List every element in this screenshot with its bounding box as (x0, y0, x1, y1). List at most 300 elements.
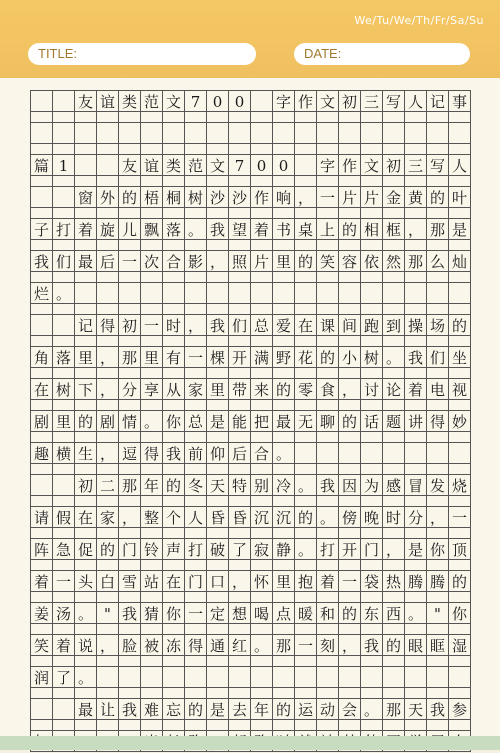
grid-cell: 冷 (273, 474, 295, 496)
grid-gap-cell (141, 592, 163, 602)
grid-gap-cell (295, 496, 317, 506)
grid-cell: 东 (361, 602, 383, 624)
grid-cell: 。 (295, 538, 317, 560)
grid-gap-cell (31, 400, 53, 410)
grid-gap-cell (141, 464, 163, 474)
grid-row (30, 346, 471, 368)
grid-cell: 。 (251, 634, 273, 656)
grid-cell: 我 (119, 602, 141, 624)
grid-gap-cell (361, 400, 383, 410)
grid-cell: 书 (273, 218, 295, 240)
grid-cell: 场 (427, 314, 449, 336)
grid-gap-cell (141, 720, 163, 730)
grid-gap-cell (449, 240, 471, 250)
grid-cell: 影 (185, 250, 207, 272)
grid-gap-cell (405, 368, 427, 378)
grid-gap-cell (185, 336, 207, 346)
grid-gap-cell (295, 112, 317, 122)
grid-cell: 着 (75, 218, 97, 240)
grid-gap-cell (405, 176, 427, 186)
grid-gap-cell (53, 112, 75, 122)
grid-gap-cell (317, 464, 339, 474)
grid-cell: 的 (339, 410, 361, 432)
grid-cell: 么 (427, 250, 449, 272)
title-field[interactable] (28, 43, 256, 65)
grid-gap-cell (229, 496, 251, 506)
grid-cell: 谊 (141, 154, 163, 176)
grid-cell (383, 666, 405, 688)
grid-cell: 天 (405, 698, 427, 720)
grid-gap-cell (273, 496, 295, 506)
grid-gap-cell (229, 144, 251, 154)
grid-gap-cell (383, 592, 405, 602)
grid-gap-cell (97, 592, 119, 602)
grid-gap-cell (75, 688, 97, 698)
grid-gap-cell (97, 496, 119, 506)
grid-gap-cell (75, 560, 97, 570)
grid-cell: 抱 (295, 570, 317, 592)
grid-gap-cell (405, 144, 427, 154)
grid-cell (97, 122, 119, 144)
grid-cell: 眶 (427, 634, 449, 656)
grid-gap-cell (427, 592, 449, 602)
grid-gap-cell (119, 208, 141, 218)
grid-cell (405, 442, 427, 464)
grid-cell (53, 314, 75, 336)
grid-gap-cell (251, 688, 273, 698)
grid-cell: 仰 (207, 442, 229, 464)
grid-gap-cell (339, 592, 361, 602)
grid-cell: 。 (405, 602, 427, 624)
grid-cell: 聊 (317, 410, 339, 432)
grid-cell: 刻 (317, 634, 339, 656)
grid-gap-cell (141, 656, 163, 666)
grid-gap-cell (251, 208, 273, 218)
grid-cell: 的 (295, 506, 317, 528)
grid-row (30, 282, 471, 304)
grid-gap-cell (163, 560, 185, 570)
grid-cell: ， (119, 506, 141, 528)
grid-cell: 的 (273, 378, 295, 400)
grid-cell: 开 (229, 346, 251, 368)
grid-cell: 一 (295, 634, 317, 656)
grid-gap-cell (207, 176, 229, 186)
grid-gap-cell (449, 592, 471, 602)
grid-cell (295, 122, 317, 144)
grid-cell: 天 (207, 474, 229, 496)
grid-cell: 暖 (295, 602, 317, 624)
grid-cell: 后 (97, 250, 119, 272)
grid-cell: 让 (97, 698, 119, 720)
grid-cell: 逗 (119, 442, 141, 464)
grid-cell (273, 122, 295, 144)
grid-cell: 年 (251, 698, 273, 720)
grid-cell: 假 (53, 506, 75, 528)
grid-gap (30, 528, 471, 538)
grid-row (30, 570, 471, 592)
grid-gap-cell (207, 464, 229, 474)
grid-gap-cell (251, 400, 273, 410)
grid-gap-cell (317, 592, 339, 602)
grid-row (30, 506, 471, 528)
grid-cell: 昏 (207, 506, 229, 528)
grid-gap-cell (119, 144, 141, 154)
grid-gap-cell (163, 208, 185, 218)
grid-cell: 整 (141, 506, 163, 528)
grid-cell: 破 (207, 538, 229, 560)
grid-gap-cell (317, 336, 339, 346)
grid-cell: 最 (75, 250, 97, 272)
grid-cell (361, 122, 383, 144)
grid-cell: 享 (141, 378, 163, 400)
grid-gap-cell (141, 272, 163, 282)
grid-gap-cell (295, 560, 317, 570)
grid-gap-cell (449, 528, 471, 538)
grid-gap (30, 176, 471, 186)
grid-gap-cell (119, 368, 141, 378)
grid-cell: 湿 (449, 634, 471, 656)
grid-gap-cell (163, 144, 185, 154)
grid-cell: 框 (383, 218, 405, 240)
grid-cell: 题 (383, 410, 405, 432)
grid-gap-cell (97, 528, 119, 538)
grid-cell (383, 442, 405, 464)
grid-cell (229, 282, 251, 304)
grid-cell: 晚 (361, 506, 383, 528)
grid-cell: ， (229, 570, 251, 592)
grid-cell: 有 (163, 346, 185, 368)
grid-gap-cell (449, 368, 471, 378)
grid-cell: 0 (251, 154, 273, 176)
grid-gap-cell (141, 208, 163, 218)
grid-gap-cell (75, 112, 97, 122)
grid-gap-cell (273, 336, 295, 346)
grid-cell: 的 (449, 314, 471, 336)
grid-gap-cell (339, 496, 361, 506)
grid-cell: 0 (273, 154, 295, 176)
grid-cell: 类 (163, 154, 185, 176)
grid-cell (31, 90, 53, 112)
grid-cell: 站 (141, 570, 163, 592)
grid-row (30, 154, 471, 176)
grid-gap-cell (273, 624, 295, 634)
grid-cell: 合 (163, 250, 185, 272)
grid-cell: 里 (273, 570, 295, 592)
grid-cell: 初 (75, 474, 97, 496)
grid-cell: 在 (31, 378, 53, 400)
grid-gap-cell (75, 496, 97, 506)
grid-cell: 论 (383, 378, 405, 400)
grid-cell: 然 (383, 250, 405, 272)
grid-gap-cell (383, 400, 405, 410)
grid-gap-cell (295, 176, 317, 186)
grid-cell: 视 (449, 378, 471, 400)
grid-gap-cell (405, 240, 427, 250)
grid-gap-cell (317, 432, 339, 442)
grid-cell: 把 (251, 410, 273, 432)
grid-gap-cell (427, 720, 449, 730)
grid-cell: 类 (119, 90, 141, 112)
grid-cell (53, 186, 75, 208)
grid-gap-cell (185, 240, 207, 250)
grid-cell: 爱 (273, 314, 295, 336)
grid-gap-cell (141, 432, 163, 442)
grid-cell: 头 (75, 570, 97, 592)
grid-gap-cell (273, 560, 295, 570)
grid-gap-cell (273, 464, 295, 474)
grid-row (30, 442, 471, 464)
grid-cell: 文 (207, 154, 229, 176)
grid-cell: 是 (449, 218, 471, 240)
grid-cell (163, 282, 185, 304)
grid-cell: 总 (185, 410, 207, 432)
grid-gap-cell (361, 560, 383, 570)
grid-cell (361, 282, 383, 304)
grid-cell (185, 122, 207, 144)
grid-cell (427, 122, 449, 144)
grid-cell: 静 (273, 538, 295, 560)
grid-cell: ， (97, 378, 119, 400)
grid-cell: 。 (317, 506, 339, 528)
grid-cell (207, 122, 229, 144)
date-field[interactable] (294, 43, 470, 65)
grid-cell: 。 (53, 282, 75, 304)
grid-cell: 旋 (97, 218, 119, 240)
grid-cell (273, 666, 295, 688)
grid-gap (30, 112, 471, 122)
grid-gap-cell (141, 688, 163, 698)
grid-gap-cell (207, 432, 229, 442)
grid-gap-cell (53, 528, 75, 538)
grid-gap-cell (97, 560, 119, 570)
grid-cell: 金 (383, 186, 405, 208)
grid-cell: 忘 (163, 698, 185, 720)
grid-cell (295, 666, 317, 688)
grid-gap-cell (75, 368, 97, 378)
grid-cell: 上 (317, 218, 339, 240)
grid-cell: 那 (383, 698, 405, 720)
grid-gap-cell (229, 272, 251, 282)
grid-gap-cell (119, 624, 141, 634)
grid-gap-cell (383, 464, 405, 474)
grid-gap-cell (75, 624, 97, 634)
grid-cell: 落 (53, 346, 75, 368)
grid-gap-cell (141, 496, 163, 506)
grid-cell (31, 474, 53, 496)
grid-gap-cell (75, 336, 97, 346)
grid-cell: 话 (361, 410, 383, 432)
grid-cell: 妙 (449, 410, 471, 432)
grid-cell: 二 (97, 474, 119, 496)
grid-gap-cell (53, 368, 75, 378)
grid-gap (30, 272, 471, 282)
grid-cell: 人 (449, 154, 471, 176)
grid-gap-cell (75, 240, 97, 250)
grid-gap-cell (53, 272, 75, 282)
date-label: DATE: (304, 46, 342, 61)
grid-cell: 打 (185, 538, 207, 560)
grid-gap-cell (383, 144, 405, 154)
grid-cell: 的 (295, 250, 317, 272)
grid-cell: 的 (339, 218, 361, 240)
grid-gap-cell (163, 464, 185, 474)
grid-cell: 。 (75, 602, 97, 624)
grid-cell: 外 (97, 186, 119, 208)
grid-cell (207, 666, 229, 688)
grid-cell: 门 (185, 570, 207, 592)
grid-cell: 个 (163, 506, 185, 528)
grid-gap-cell (185, 720, 207, 730)
grid-cell: 傍 (339, 506, 361, 528)
grid-cell: 打 (317, 538, 339, 560)
grid-gap-cell (185, 304, 207, 314)
grid-gap-cell (53, 144, 75, 154)
grid-cell (53, 122, 75, 144)
grid-gap-cell (53, 624, 75, 634)
grid-gap-cell (251, 432, 273, 442)
grid-cell: 的 (163, 474, 185, 496)
grid-gap-cell (383, 368, 405, 378)
grid-gap-cell (361, 432, 383, 442)
grid-cell: 阵 (31, 538, 53, 560)
grid-cell: 里 (207, 378, 229, 400)
grid-gap-cell (361, 688, 383, 698)
grid-cell: 别 (251, 474, 273, 496)
grid-cell: 昏 (229, 506, 251, 528)
grid-gap-cell (31, 112, 53, 122)
grid-gap-cell (449, 624, 471, 634)
grid-cell: 们 (53, 250, 75, 272)
grid-gap-cell (97, 464, 119, 474)
grid-cell: 来 (251, 378, 273, 400)
grid-gap-cell (405, 688, 427, 698)
grid-gap-cell (141, 624, 163, 634)
grid-gap-cell (185, 432, 207, 442)
grid-cell (317, 122, 339, 144)
grid-cell: 着 (31, 570, 53, 592)
grid-cell: 0 (207, 90, 229, 112)
grid-row (30, 474, 471, 496)
grid-gap-cell (361, 336, 383, 346)
bottom-decoration (0, 736, 500, 750)
grid-cell: 文 (317, 90, 339, 112)
grid-cell: 们 (427, 346, 449, 368)
grid-gap-cell (163, 272, 185, 282)
grid-gap-cell (185, 112, 207, 122)
grid-cell: 里 (53, 410, 75, 432)
grid-cell: 。 (361, 698, 383, 720)
grid-cell: 急 (53, 538, 75, 560)
grid-cell: 一 (119, 250, 141, 272)
grid-gap-cell (97, 176, 119, 186)
grid-cell: 西 (383, 602, 405, 624)
grid-cell: 合 (251, 442, 273, 464)
grid-gap-cell (405, 272, 427, 282)
grid-cell: 剧 (97, 410, 119, 432)
grid-gap-cell (273, 688, 295, 698)
grid-gap-cell (163, 240, 185, 250)
grid-gap-cell (75, 208, 97, 218)
grid-gap-cell (273, 528, 295, 538)
grid-gap-cell (53, 240, 75, 250)
grid-cell: 冻 (163, 634, 185, 656)
grid-cell: 得 (185, 634, 207, 656)
grid-gap-cell (273, 432, 295, 442)
grid-gap-cell (31, 432, 53, 442)
grid-cell: 人 (405, 90, 427, 112)
grid-cell (141, 122, 163, 144)
grid-gap (30, 304, 471, 314)
grid-cell: 们 (229, 314, 251, 336)
grid-cell: 带 (229, 378, 251, 400)
grid-cell: ， (339, 378, 361, 400)
grid-cell (53, 698, 75, 720)
grid-cell: 我 (207, 314, 229, 336)
grid-cell: 文 (163, 90, 185, 112)
grid-cell (317, 666, 339, 688)
grid-cell: 得 (97, 314, 119, 336)
grid-cell: 眼 (405, 634, 427, 656)
grid-cell: 门 (361, 538, 383, 560)
grid-cell: 分 (119, 378, 141, 400)
grid-gap-cell (427, 304, 449, 314)
grid-cell (449, 122, 471, 144)
grid-gap-cell (339, 432, 361, 442)
grid-cell: 特 (229, 474, 251, 496)
grid-cell: 白 (97, 570, 119, 592)
grid-gap-cell (427, 240, 449, 250)
grid-cell: ， (383, 538, 405, 560)
grid-gap-cell (295, 208, 317, 218)
grid-gap-cell (97, 688, 119, 698)
grid-gap-cell (207, 496, 229, 506)
grid-cell: 讲 (405, 410, 427, 432)
grid-cell: 门 (119, 538, 141, 560)
grid-gap (30, 240, 471, 250)
grid-cell: 着 (405, 378, 427, 400)
grid-gap-cell (383, 496, 405, 506)
grid-gap-cell (361, 528, 383, 538)
grid-gap-cell (449, 464, 471, 474)
grid-cell: ， (207, 250, 229, 272)
grid-gap-cell (75, 400, 97, 410)
grid-cell (141, 282, 163, 304)
grid-gap-cell (339, 304, 361, 314)
grid-cell: 容 (339, 250, 361, 272)
grid-row (30, 314, 471, 336)
grid-cell: 。 (141, 410, 163, 432)
grid-gap-cell (229, 336, 251, 346)
grid-cell: 去 (229, 698, 251, 720)
grid-cell (163, 122, 185, 144)
grid-gap-cell (31, 336, 53, 346)
grid-cell (295, 282, 317, 304)
grid-cell: 了 (229, 538, 251, 560)
grid-cell: 片 (361, 186, 383, 208)
grid-gap-cell (229, 528, 251, 538)
grid-gap-cell (449, 656, 471, 666)
grid-gap-cell (53, 304, 75, 314)
grid-cell: 在 (75, 506, 97, 528)
grid-gap-cell (185, 560, 207, 570)
grid-cell: 作 (251, 186, 273, 208)
grid-gap-cell (31, 272, 53, 282)
grid-cell (185, 666, 207, 688)
grid-cell (185, 282, 207, 304)
grid-row (30, 666, 471, 688)
grid-gap-cell (361, 464, 383, 474)
grid-cell: " (427, 602, 449, 624)
